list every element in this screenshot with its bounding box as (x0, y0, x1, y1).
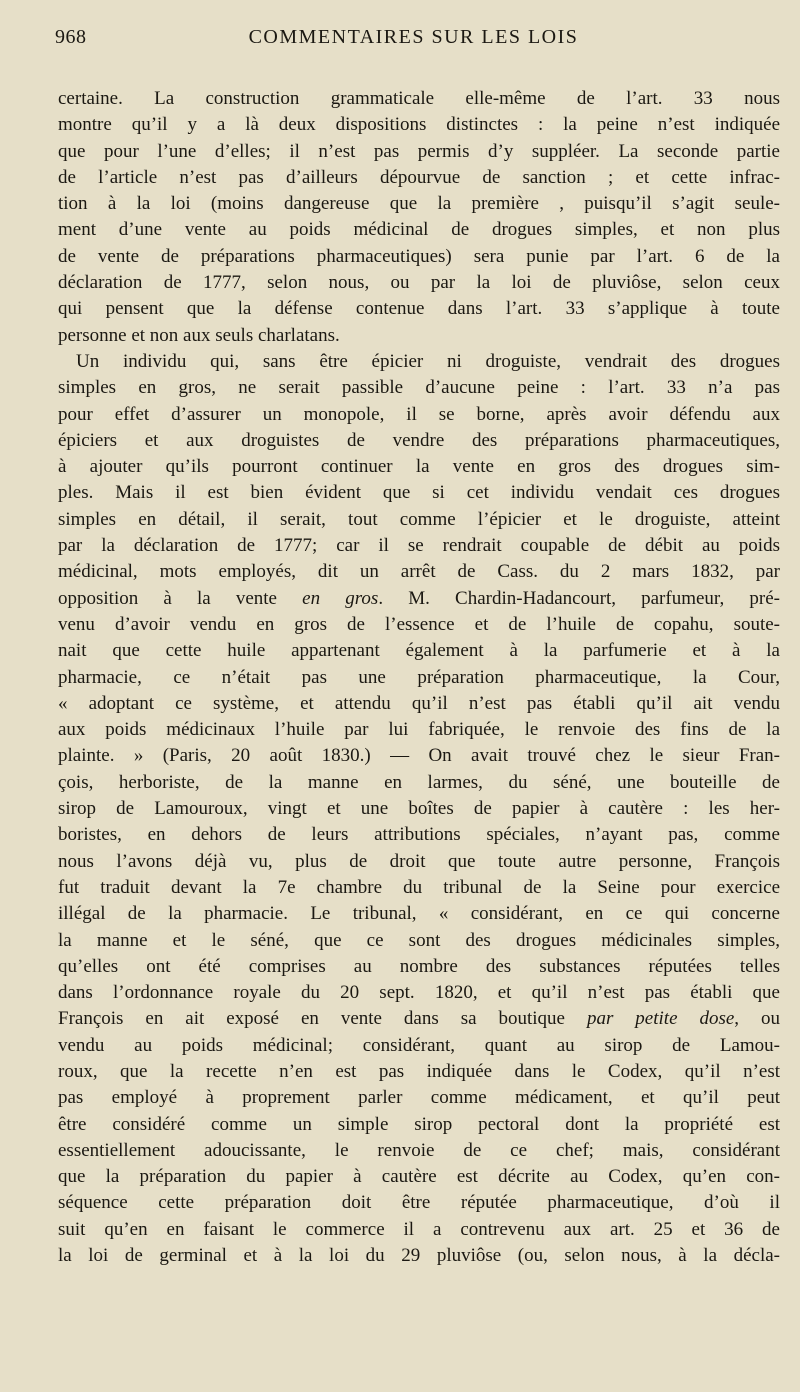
text-line (58, 901, 780, 927)
text-segment: médicinal, mots employés, dit un arrêt de Cass. du 2 mars 1832, par (58, 561, 780, 583)
text-segment: que pour l’une d’elles; il n’est pas permis d’y suppléer. La seconde partie (58, 140, 780, 162)
text-segment: déclaration de 1777, selon nous, ou par la loi de pluviôse, selon ceux (58, 272, 780, 294)
text-segment: pharmacie, ce n’était pas une préparation pharmaceutique, la Cour, (58, 666, 780, 688)
text-line (58, 586, 780, 612)
text-segment: qu’elles ont été comprises au nombre des substances réputées telles (58, 955, 780, 977)
text-line (58, 638, 780, 664)
text-line (58, 86, 780, 112)
text-line (58, 296, 780, 322)
text-line (58, 533, 780, 559)
text-segment: nous l’avons déjà vu, plus de droit que toute autre personne, François (58, 850, 780, 872)
text-line (58, 244, 780, 270)
text-segment: ment d’une vente au poids médicinal de drogues simples, et non plus (58, 219, 780, 241)
text-segment: dans l’ordonnance royale du 20 sept. 1820, et qu’il n’est pas établi que (58, 982, 780, 1004)
text-line (58, 717, 780, 743)
text-segment: « adoptant ce système, et attendu qu’il n’est pas établi qu’il ait vendu (58, 692, 780, 714)
text-line (58, 507, 780, 533)
text-line (58, 954, 780, 980)
text-segment: être considéré comme un simple sirop pectoral dont la propriété est (58, 1113, 780, 1135)
text-segment: qui pensent que la défense contenue dans l’art. 33 s’applique à toute (58, 298, 780, 320)
text-line (58, 1138, 780, 1164)
text-line (58, 428, 780, 454)
text-segment: boristes, en dehors de leurs attributions spéciales, n’ayant pas, comme (58, 824, 780, 846)
text-line (58, 796, 780, 822)
text-line (58, 349, 780, 375)
text-segment: montre qu’il y a là deux dispositions distinctes : la peine n’est indiquée (58, 114, 780, 136)
text-line (58, 691, 780, 717)
text-line (58, 770, 780, 796)
text-line (58, 849, 780, 875)
text-segment: tion à la loi (moins dangereuse que la première , puisqu’il s’agit seule- (58, 193, 780, 215)
text-line (58, 270, 780, 296)
text-segment: sirop de Lamouroux, vingt et une boîtes de papier à cautère : les her- (58, 798, 780, 820)
text-line (58, 165, 780, 191)
text-line (58, 1006, 780, 1032)
text-line (58, 1033, 780, 1059)
text-segment: personne et non aux seuls charlatans. (58, 324, 340, 346)
text-line (58, 559, 780, 585)
running-title: COMMENTAIRES SUR LES LOIS (248, 26, 579, 48)
text-line (58, 139, 780, 165)
text-segment: . M. Chardin-Hadancourt, parfumeur, pré- (378, 587, 780, 609)
text-line (58, 1243, 780, 1269)
text-segment: par la déclaration de 1777; car il se rendrait coupable de débit au poids (58, 535, 780, 557)
text-line (58, 665, 780, 691)
text-line (58, 1085, 780, 1111)
text-line (58, 743, 780, 769)
text-segment: pour effet d’assurer un monopole, il se borne, après avoir défendu aux (58, 403, 780, 425)
text-segment: fut traduit devant la 7e chambre du tribunal de la Seine pour exercice (58, 876, 780, 898)
text-line (58, 191, 780, 217)
body-text (58, 86, 780, 1269)
text-segment: illégal de la pharmacie. Le tribunal, « considérant, en ce qui concerne (58, 903, 780, 925)
italic-text: en gros (302, 587, 379, 609)
text-segment: , ou (734, 1008, 780, 1030)
text-segment: opposition à la vente (58, 587, 303, 609)
text-line (58, 612, 780, 638)
text-segment: certaine. La construction grammaticale elle-même de l’art. 33 nous (58, 88, 780, 109)
text-line (58, 1217, 780, 1243)
text-segment: la loi de germinal et à la loi du 29 pluviôse (ou, selon nous, à la décla- (58, 1245, 780, 1267)
text-line (58, 1059, 780, 1085)
text-segment: simples en gros, ne serait passible d’aucune peine : l’art. 33 n’a pas (58, 377, 780, 399)
text-line (58, 454, 780, 480)
text-line (58, 1190, 780, 1216)
text-segment: nait que cette huile appartenant également à la parfumerie et à la (58, 640, 780, 662)
text-line (58, 1164, 780, 1190)
text-segment: simples en détail, il serait, tout comme l’épicier et le droguiste, atteint (58, 508, 780, 530)
text-segment: de l’article n’est pas d’ailleurs dépourvue de sanction ; et cette infrac- (58, 166, 780, 188)
italic-text: par petite dose (586, 1008, 735, 1030)
text-line (58, 480, 780, 506)
text-segment: que la préparation du papier à cautère est décrite au Codex, qu’en con- (58, 1166, 780, 1188)
text-segment: épiciers et aux droguistes de vendre des préparations pharmaceutiques, (58, 429, 780, 451)
page-header (55, 26, 772, 52)
text-segment: çois, herboriste, de la manne en larmes, du séné, une bouteille de (58, 771, 780, 793)
text-segment: ples. Mais il est bien évident que si cet individu vendait ces drogues (58, 482, 780, 504)
text-segment: vendu au poids médicinal; considérant, quant au sirop de Lamou- (58, 1034, 780, 1056)
text-line (58, 217, 780, 243)
text-segment: à ajouter qu’ils pourront continuer la vente en gros des drogues sim- (58, 456, 780, 478)
text-line (58, 1112, 780, 1138)
text-line (58, 980, 780, 1006)
text-segment: Un individu qui, sans être épicier ni droguiste, vendrait des drogues (76, 350, 780, 372)
text-line (58, 928, 780, 954)
text-segment: roux, que la recette n’en est pas indiquée dans le Codex, qu’il n’est (58, 1060, 780, 1082)
text-line (58, 402, 780, 428)
page-number: 968 (55, 26, 87, 48)
text-line (58, 875, 780, 901)
text-segment: la manne et le séné, que ce sont des drogues médicinales simples, (58, 929, 780, 951)
text-line (58, 112, 780, 138)
text-segment: suit qu’en en faisant le commerce il a contrevenu aux art. 25 et 36 de (58, 1218, 780, 1240)
text-segment: François en ait exposé en vente dans sa boutique (58, 1008, 587, 1030)
text-line (58, 375, 780, 401)
text-segment: aux poids médicinaux l’huile par lui fabriquée, le renvoie des fins de la (58, 719, 780, 741)
text-segment: de vente de préparations pharmaceutiques) sera punie par l’art. 6 de la (58, 245, 780, 267)
text-line (58, 822, 780, 848)
text-segment: essentiellement adoucissante, le renvoie de ce chef; mais, considérant (58, 1139, 780, 1161)
text-segment: séquence cette préparation doit être réputée pharmaceutique, d’où il (58, 1192, 780, 1214)
text-line (58, 323, 780, 349)
text-segment: venu d’avoir vendu en gros de l’essence et de l’huile de copahu, soute- (58, 613, 780, 635)
text-segment: plainte. » (Paris, 20 août 1830.) — On avait trouvé chez le sieur Fran- (58, 745, 780, 767)
text-segment: pas employé à proprement parler comme médicament, et qu’il peut (58, 1087, 780, 1109)
